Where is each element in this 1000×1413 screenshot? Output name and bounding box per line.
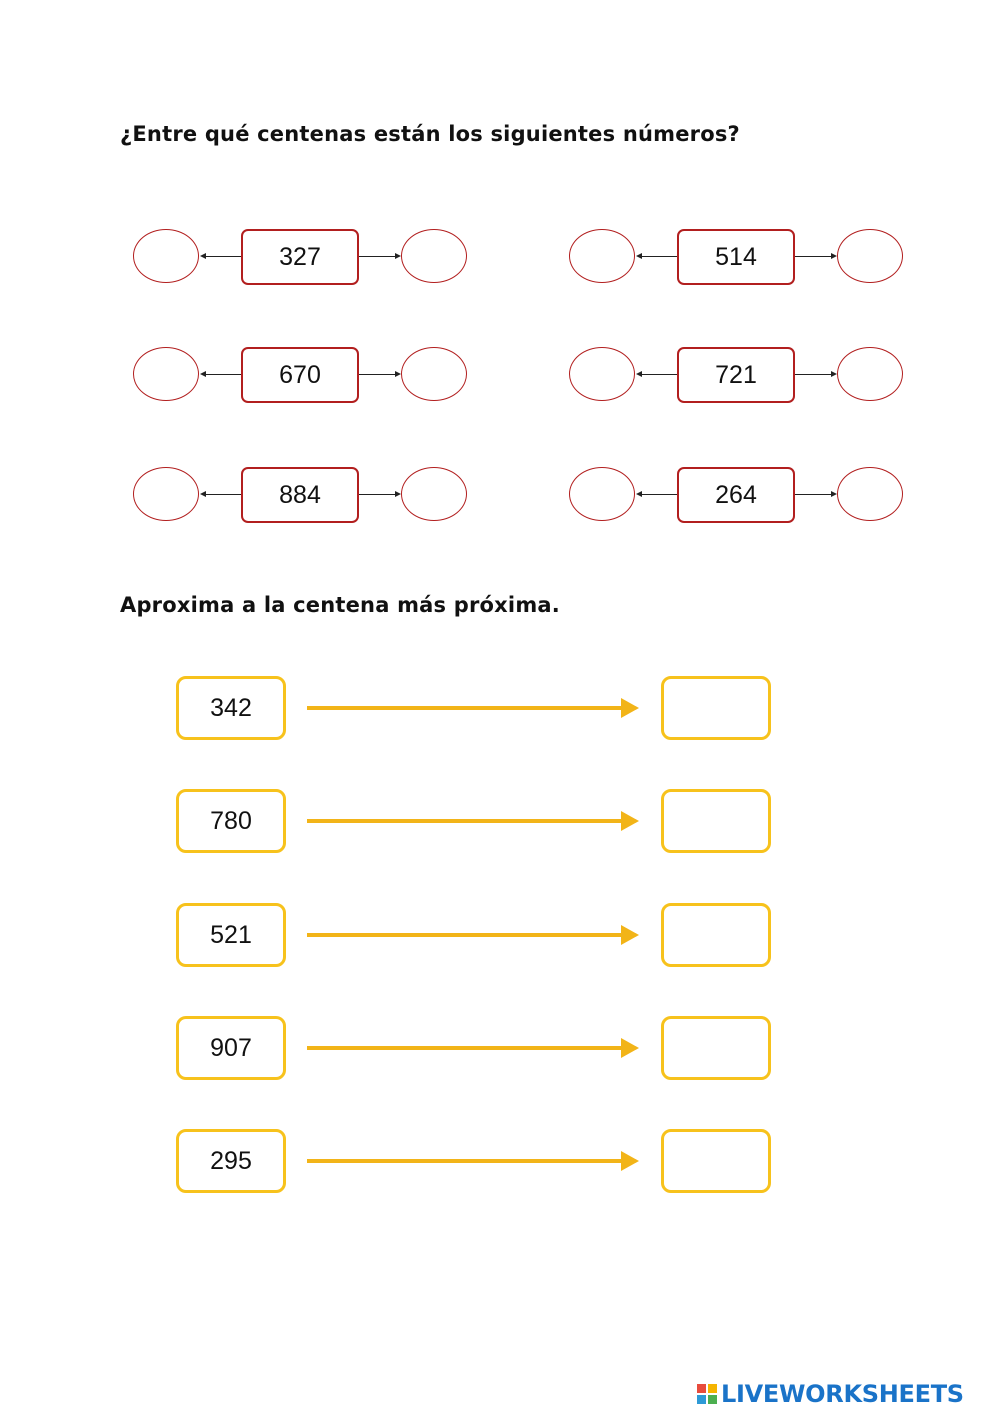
- arrow-line: [307, 933, 623, 937]
- number-box: 342: [176, 676, 286, 740]
- arrow-right-icon: [621, 1038, 639, 1058]
- centena-row-1-left: [133, 229, 471, 285]
- number-box: 907: [176, 1016, 286, 1080]
- number-box: 264: [677, 467, 795, 523]
- round-row-5: [176, 1129, 772, 1193]
- connector-line: [359, 494, 395, 495]
- answer-input[interactable]: [661, 903, 771, 967]
- connector-line: [642, 374, 677, 375]
- round-row-1: [176, 676, 772, 740]
- upper-hundred-input[interactable]: [837, 347, 903, 401]
- lower-hundred-input[interactable]: [133, 229, 199, 283]
- answer-input[interactable]: [661, 1129, 771, 1193]
- centena-row-2-right: [569, 347, 907, 403]
- upper-hundred-input[interactable]: [837, 229, 903, 283]
- number-box: 514: [677, 229, 795, 285]
- connector-line: [795, 374, 831, 375]
- centena-row-3-left: [133, 467, 471, 523]
- number-box: 884: [241, 467, 359, 523]
- connector-line: [206, 256, 241, 257]
- lower-hundred-input[interactable]: [133, 467, 199, 521]
- connector-line: [206, 494, 241, 495]
- arrow-line: [307, 1046, 623, 1050]
- arrow-line: [307, 819, 623, 823]
- lower-hundred-input[interactable]: [569, 347, 635, 401]
- connector-line: [642, 256, 677, 257]
- blocks-icon: [697, 1384, 717, 1404]
- connector-line: [359, 256, 395, 257]
- section2-heading: Aproxima a la centena más próxima.: [120, 593, 560, 617]
- number-box: 295: [176, 1129, 286, 1193]
- liveworksheets-logo: [697, 1378, 964, 1410]
- upper-hundred-input[interactable]: [837, 467, 903, 521]
- section1-heading: ¿Entre qué centenas están los siguientes números?: [120, 122, 740, 146]
- arrow-line: [307, 1159, 623, 1163]
- connector-line: [795, 256, 831, 257]
- number-box: 327: [241, 229, 359, 285]
- lower-hundred-input[interactable]: [133, 347, 199, 401]
- arrow-right-icon: [621, 698, 639, 718]
- upper-hundred-input[interactable]: [401, 347, 467, 401]
- connector-line: [795, 494, 831, 495]
- connector-line: [642, 494, 677, 495]
- round-row-2: [176, 789, 772, 853]
- round-row-4: [176, 1016, 772, 1080]
- logo-text: LIVEWORKSHEETS: [721, 1380, 964, 1408]
- answer-input[interactable]: [661, 1016, 771, 1080]
- number-box: 521: [176, 903, 286, 967]
- upper-hundred-input[interactable]: [401, 467, 467, 521]
- arrow-right-icon: [621, 1151, 639, 1171]
- answer-input[interactable]: [661, 676, 771, 740]
- lower-hundred-input[interactable]: [569, 229, 635, 283]
- number-box: 670: [241, 347, 359, 403]
- number-box: 721: [677, 347, 795, 403]
- lower-hundred-input[interactable]: [569, 467, 635, 521]
- connector-line: [359, 374, 395, 375]
- upper-hundred-input[interactable]: [401, 229, 467, 283]
- arrow-line: [307, 706, 623, 710]
- centena-row-1-right: [569, 229, 907, 285]
- centena-row-2-left: [133, 347, 471, 403]
- centena-row-3-right: [569, 467, 907, 523]
- arrow-right-icon: [621, 925, 639, 945]
- answer-input[interactable]: [661, 789, 771, 853]
- arrow-right-icon: [621, 811, 639, 831]
- number-box: 780: [176, 789, 286, 853]
- round-row-3: [176, 903, 772, 967]
- connector-line: [206, 374, 241, 375]
